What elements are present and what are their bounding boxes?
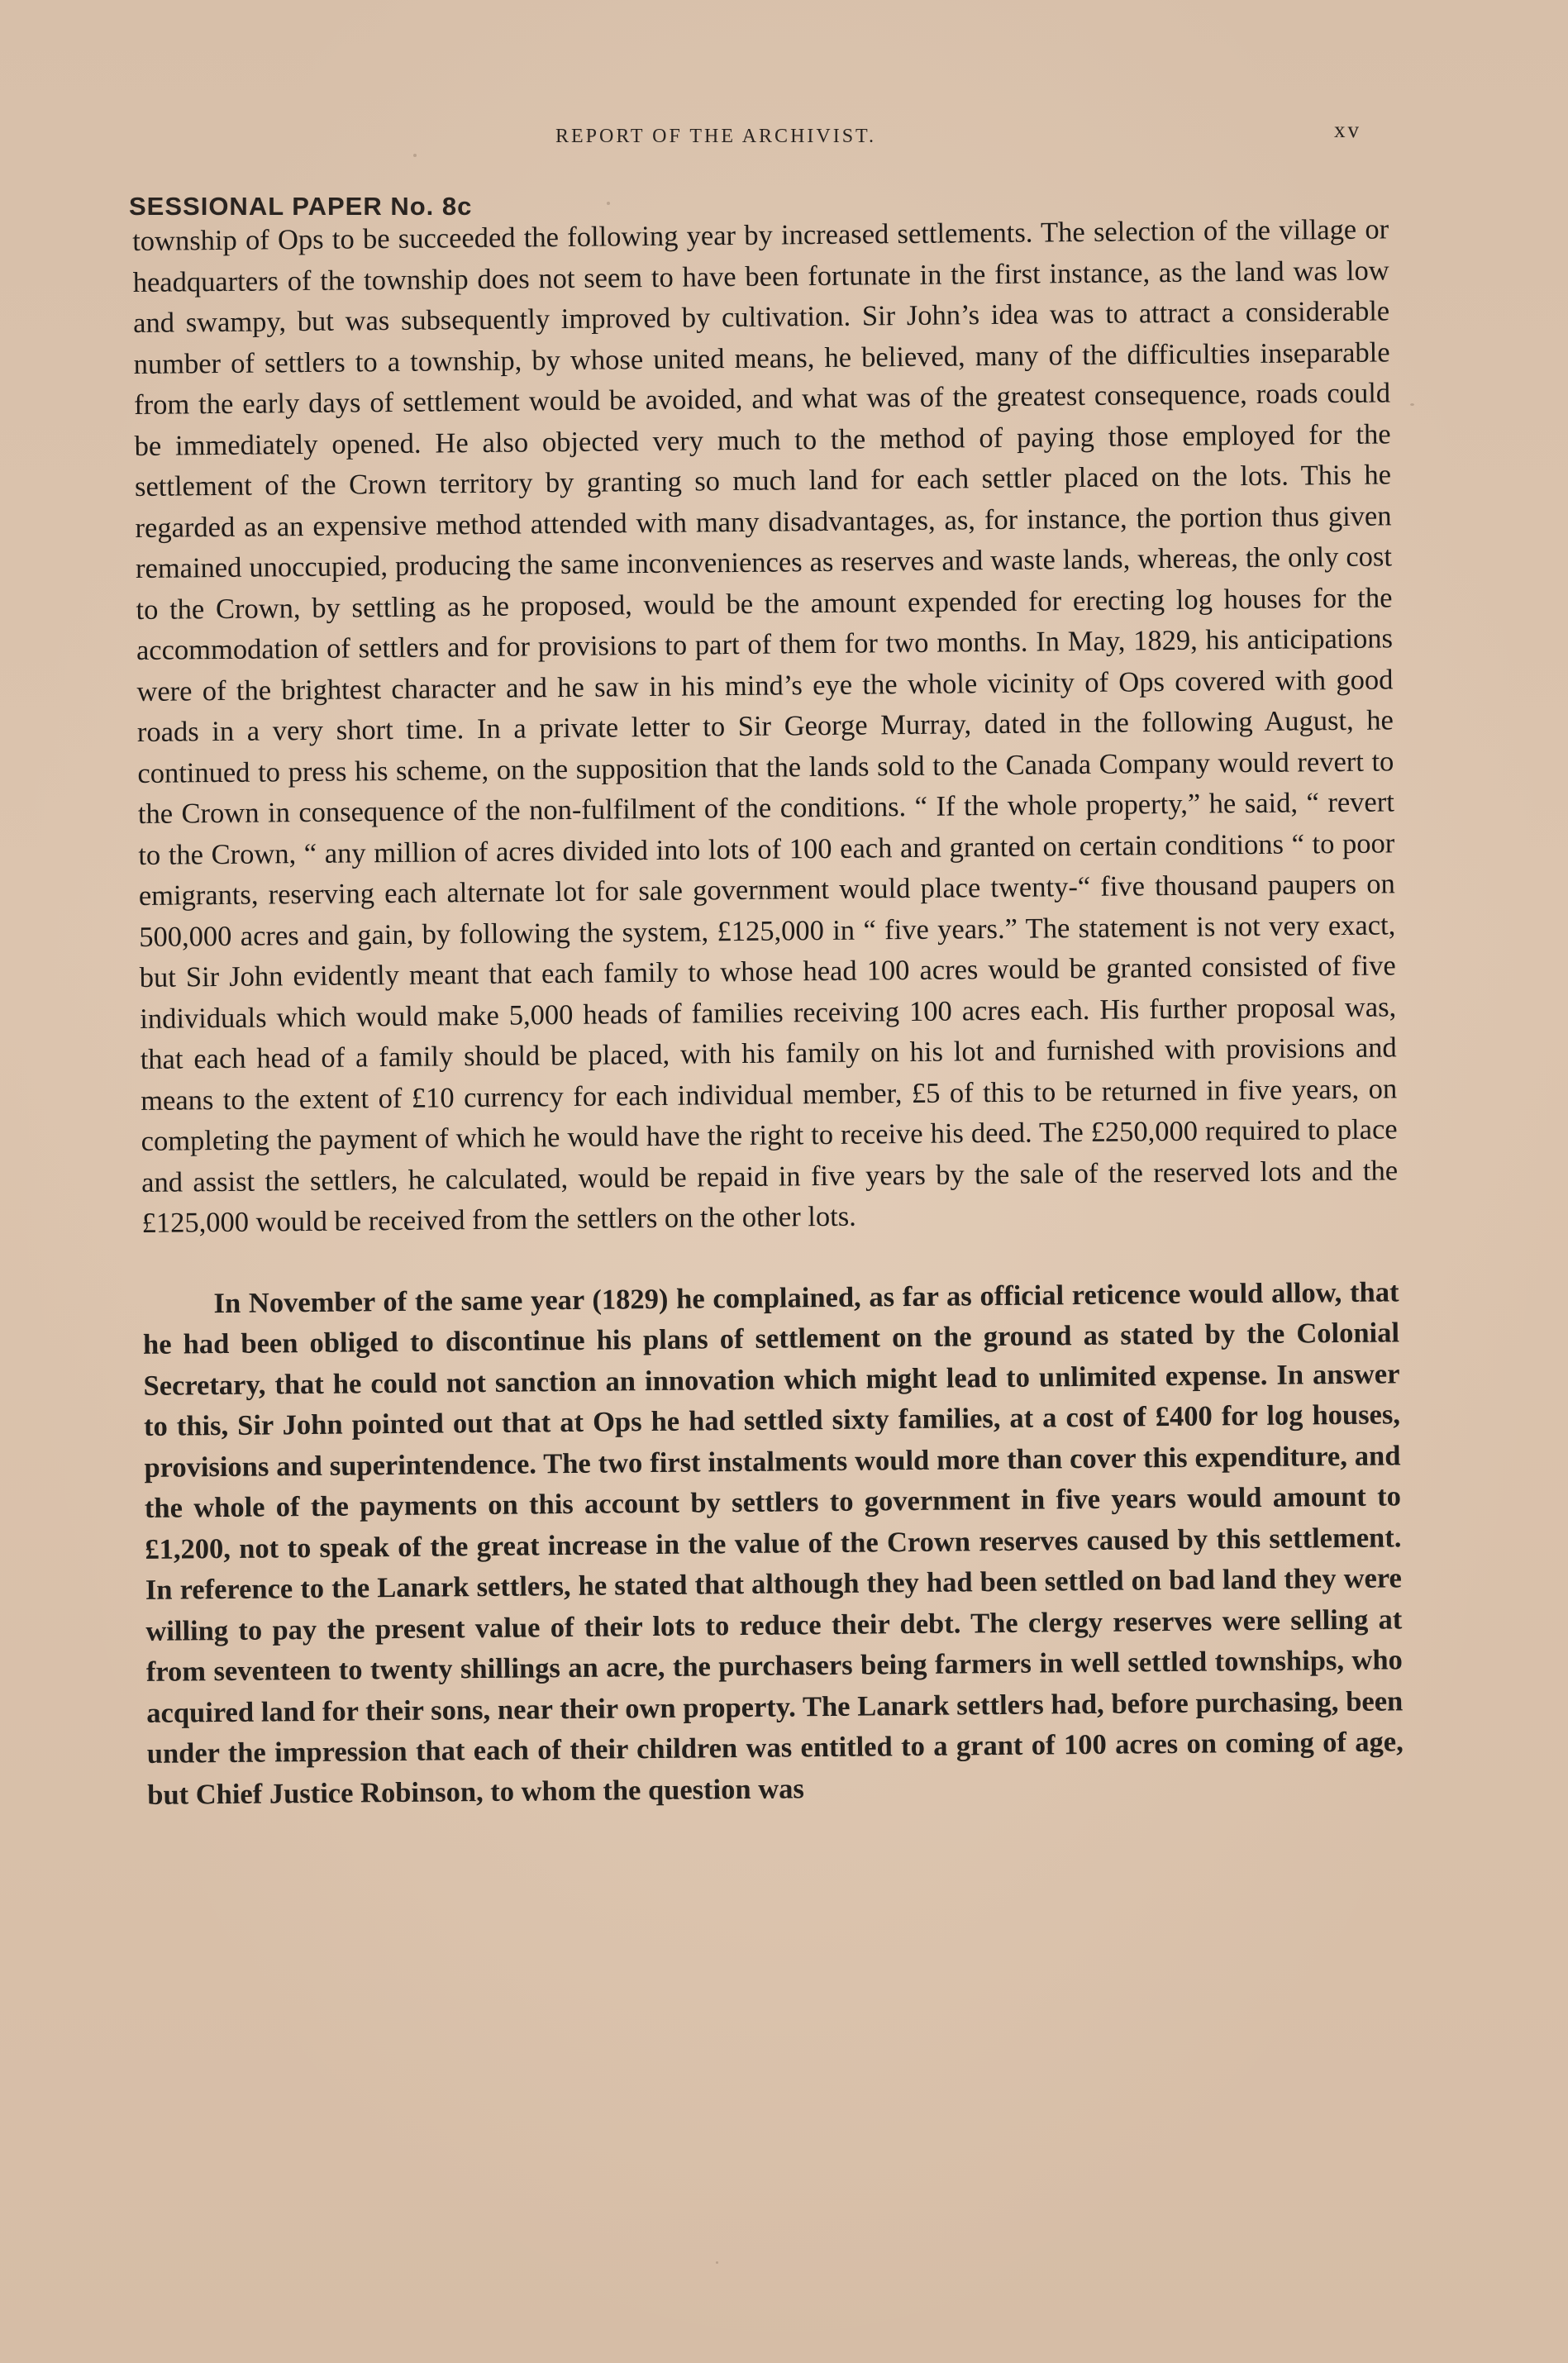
sessional-paper-label: SESSIONAL PAPER No. 8c bbox=[129, 192, 473, 221]
page-number: xv bbox=[1334, 117, 1361, 142]
paragraph: In November of the same year (1829) he complained, as far as official reticence would allow, that he had been obliged to discontinue his plans of settlement on the ground as stated by the Colonial Secretary, that he could not sanction an innovation which might lead to unlimited expense. In answer to this, Sir John pointed out that at Ops he had settled sixty families, at a cost of £400 for log houses, provisions and superintendence. The two first instalments would more than cover this expenditure, and the whole of the payments on this account by settlers to government in five years would amount to £1,200, not to speak of the great increase in the value of the Crown reserves caused by this settlement. In reference to the Lanark settlers, he stated that although they had been settled on bad land they were willing to pay the present value of their lots to reduce their debt. The clergy reserves were selling at from seventeen to twenty shillings an acre, the purchasers being farmers in well settled townships, who acquired land for their sons, near their own property. The Lanark settlers had, before purchasing, been under the impression that each of their children was entitled to a grant of 100 acres on coming of age, but Chief Justice Robinson, to whom the question was bbox=[142, 1275, 1404, 1811]
body-text bbox=[132, 209, 1404, 1816]
paragraph: township of Ops to be succeeded the following year by increased settlements. The selection of the village or headquarters of the township does not seem to have been fortunate in the first instance, as the land was low and swampy, but was subsequently improved by cultivation. Sir John’s idea was to attract a considerable number of settlers to a township, by whose united means, he believed, many of the difficulties inseparable from the early days of settlement would be avoided, and what was of the greatest consequence, roads could be immediately opened. He also objected very much to the method of paying those employed for the settlement of the Crown territory by granting so much land for each settler placed on the lots. This he regarded as an expensive method attended with many disadvantages, as, for instance, the portion thus given remained unoccupied, producing the same inconveniences as reserves and waste lands, whereas, the only cost to the Crown, by settling as he proposed, would be the amount expended for erecting log houses for the accommodation of settlers and for provisions to part of them for two months. In May, 1829, his anticipations were of the brightest character and he saw in his mind’s eye the whole vicinity of Ops covered with good roads in a very short time. In a private letter to Sir George Murray, dated in the following August, he continued to press his scheme, on the supposition that the lands sold to the Canada Company would revert to the Crown in consequence of the non-fulfilment of the conditions. “ If the whole property,” he said, “ revert to the Crown, “ any million of acres divided into lots of 100 each and granted on certain conditions “ to poor emigrants, reserving each alternate lot for sale government would place twenty-“ five thousand paupers on 500,000 acres and gain, by following the system, £125,000 in “ five years.” The statement is not very exact, but Sir John evidently meant that each family to whose head 100 acres would be granted consisted of five individuals which would make 5,000 heads of families receiving 100 acres each. His further proposal was, that each head of a family should be placed, with his family on his lot and furnished with provisions and means to the extent of £10 currency for each individual member, £5 of this to be returned in five years, on completing the payment of which he would have the right to receive his deed. The £250,000 required to place and assist the settlers, he calculated, would be repaid in five years by the sale of the reserved lots and the £125,000 would be received from the settlers on the other lots. bbox=[132, 213, 1399, 1239]
ink-speck bbox=[607, 202, 610, 205]
ink-speck bbox=[1410, 403, 1414, 406]
ink-speck bbox=[413, 154, 417, 157]
running-head: REPORT OF THE ARCHIVIST. bbox=[555, 126, 876, 147]
ink-speck bbox=[716, 2261, 718, 2264]
